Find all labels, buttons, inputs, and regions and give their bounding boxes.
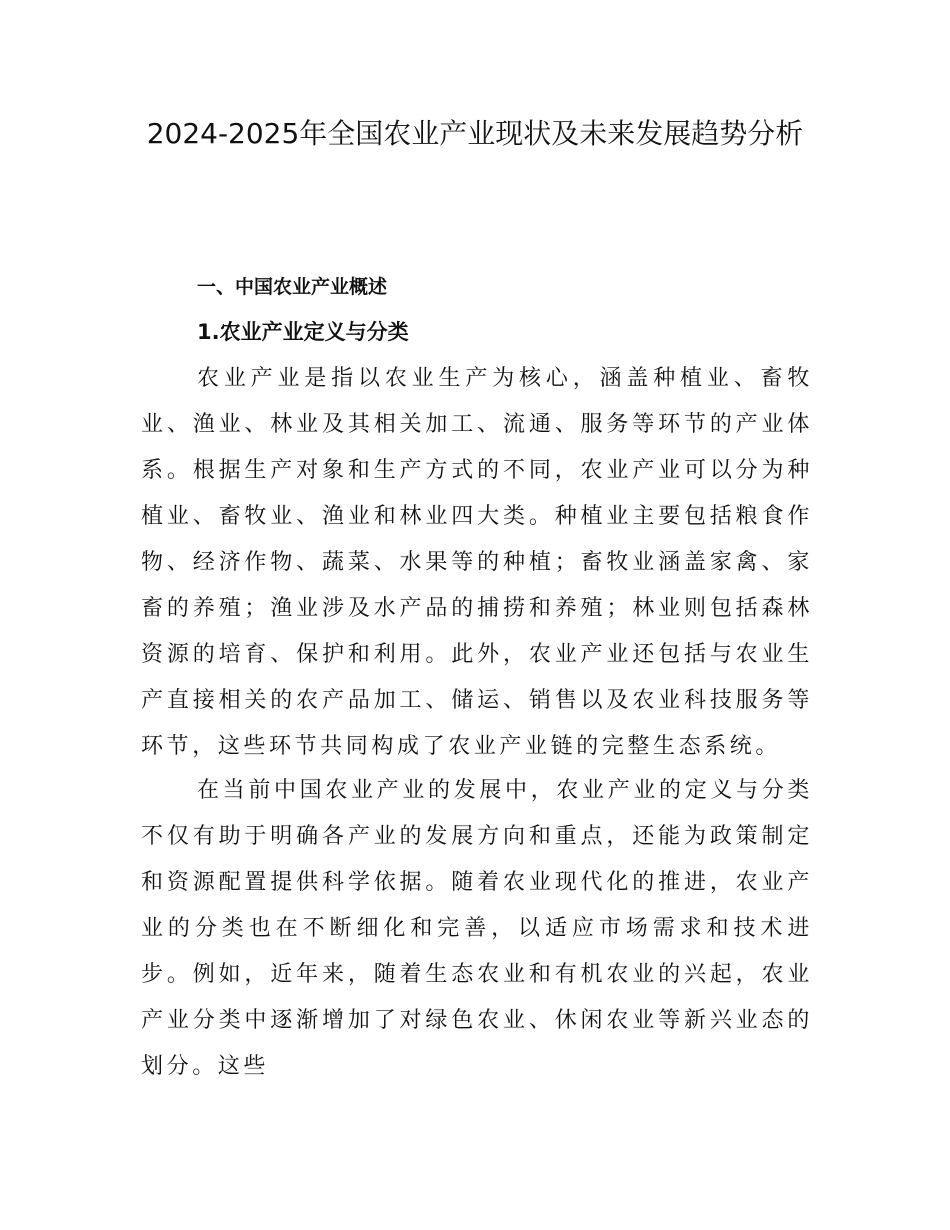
section-heading: 一、中国农业产业概述 bbox=[197, 276, 388, 298]
body-paragraph: 农业产业是指以农业生产为核心，涵盖种植业、畜牧业、渔业、林业及其相关加工、流通、服务等环节的产业体系。根据生产对象和生产方式的不同，农业产业可以分为种植业、畜牧业、渔业和林业四大类。种植业主要包括粮食作物、经济作物、蔬菜、水果等的种植；畜牧业涵盖家禽、家畜的养殖；渔业涉及水产品的捕捞和养殖；林业则包括森林资源的培育、保护和利用。此外，农业产业还包括与农业生产直接相关的农产品加工、储运、销售以及农业科技服务等环节，这些环节共同构成了农业产业链的完整生态系统。 bbox=[141, 366, 813, 759]
body-paragraph: 在当前中国农业产业的发展中，农业产业的定义与分类不仅有助于明确各产业的发展方向和重点，还能为政策制定和资源配置提供科学依据。随着农业现代化的推进，农业产业的分类也在不断细化和完善，以适应市场需求和技术进步。例如，近年来，随着生态农业和有机农业的兴起，农业产业分类中逐渐增加了对绿色农业、休闲农业等新兴业态的划分。这些 bbox=[141, 778, 813, 1079]
subsection-heading: 1.农业产业定义与分类 bbox=[197, 320, 409, 344]
document-title: 2024-2025年全国农业产业现状及未来发展趋势分析 bbox=[146, 117, 804, 150]
